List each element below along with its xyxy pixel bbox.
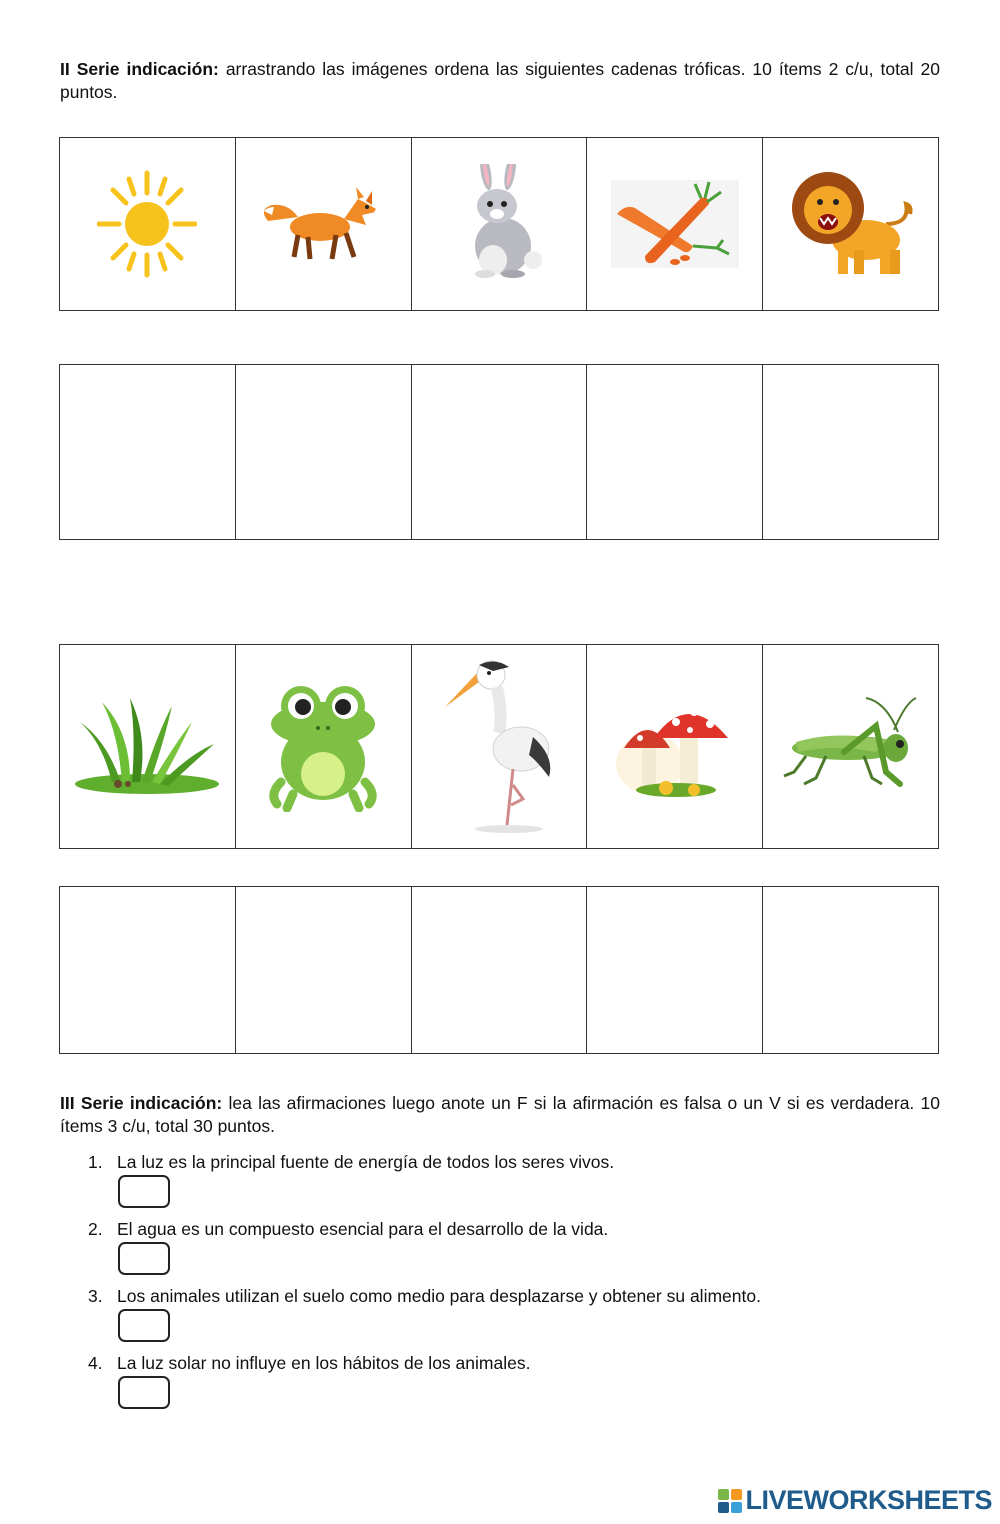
draggable-fox[interactable] [236,138,412,310]
mushroom-icon [610,692,740,802]
chain-1-drop-row [59,364,939,540]
true-false-list [88,1151,948,1419]
draggable-grass[interactable] [60,645,236,848]
drop-target-1-5[interactable] [763,365,938,539]
draggable-lion[interactable] [763,138,938,310]
answer-input-4[interactable] [118,1376,170,1409]
fox-icon [258,179,388,269]
question-text: La luz solar no influye en los hábitos de los animales. [117,1353,531,1373]
question-text: Los animales utilizan el suelo como medio para desplazarse y obtener su alimento. [117,1286,761,1306]
drop-target-2-5[interactable] [763,887,938,1053]
list-item [88,1151,948,1218]
sun-icon [97,169,197,279]
question-text: El agua es un compuesto esencial para el desarrollo de la vida. [117,1219,609,1239]
section-2-text: arrastrando las imágenes ordena las siguientes cadenas tróficas. 10 ítems 2 c/u, total 20 puntos. [60,59,940,102]
section-2-instruction [60,58,940,104]
draggable-heron[interactable] [412,645,588,848]
draggable-frog[interactable] [236,645,412,848]
rabbit-icon [449,164,549,284]
frog-icon [263,682,383,812]
drop-target-1-2[interactable] [236,365,412,539]
draggable-rabbit[interactable] [412,138,588,310]
section-3-instruction [60,1092,940,1138]
list-item [88,1285,948,1352]
draggable-carrot[interactable] [587,138,763,310]
heron-icon [439,657,559,837]
liveworksheets-badge-icon [718,1489,742,1513]
draggable-grasshopper[interactable] [763,645,938,848]
question-number: 4. [88,1353,103,1373]
lion-icon [786,164,916,284]
drop-target-2-2[interactable] [236,887,412,1053]
drop-target-1-3[interactable] [412,365,588,539]
question-number: 2. [88,1219,103,1239]
question-number: 3. [88,1286,103,1306]
section-3-title: III Serie indicación: [60,1093,223,1113]
carrot-icon [605,174,745,274]
question-text: La luz es la principal fuente de energía de todos los seres vivos. [117,1152,615,1172]
draggable-sun[interactable] [60,138,236,310]
drop-target-1-4[interactable] [587,365,763,539]
drop-target-1-1[interactable] [60,365,236,539]
liveworksheets-brand-text: LIVEWORKSHEETS [745,1485,992,1515]
drop-target-2-3[interactable] [412,887,588,1053]
question-number: 1. [88,1152,103,1172]
chain-1-image-row [59,137,939,311]
list-item [88,1352,948,1419]
answer-input-1[interactable] [118,1175,170,1208]
grass-icon [72,692,222,802]
answer-input-2[interactable] [118,1242,170,1275]
drop-target-2-4[interactable] [587,887,763,1053]
liveworksheets-logo[interactable] [718,1485,992,1516]
draggable-mushroom[interactable] [587,645,763,848]
chain-2-drop-row [59,886,939,1054]
drop-target-2-1[interactable] [60,887,236,1053]
list-item [88,1218,948,1285]
chain-2-image-row [59,644,939,849]
grasshopper-icon [776,692,926,802]
answer-input-3[interactable] [118,1309,170,1342]
section-3-text: lea las afirmaciones luego anote un F si la afirmación es falsa o un V si es verdadera. 10 ítems 3 c/u, total 30 puntos. [60,1093,940,1136]
section-2-title: II Serie indicación: [60,59,219,79]
